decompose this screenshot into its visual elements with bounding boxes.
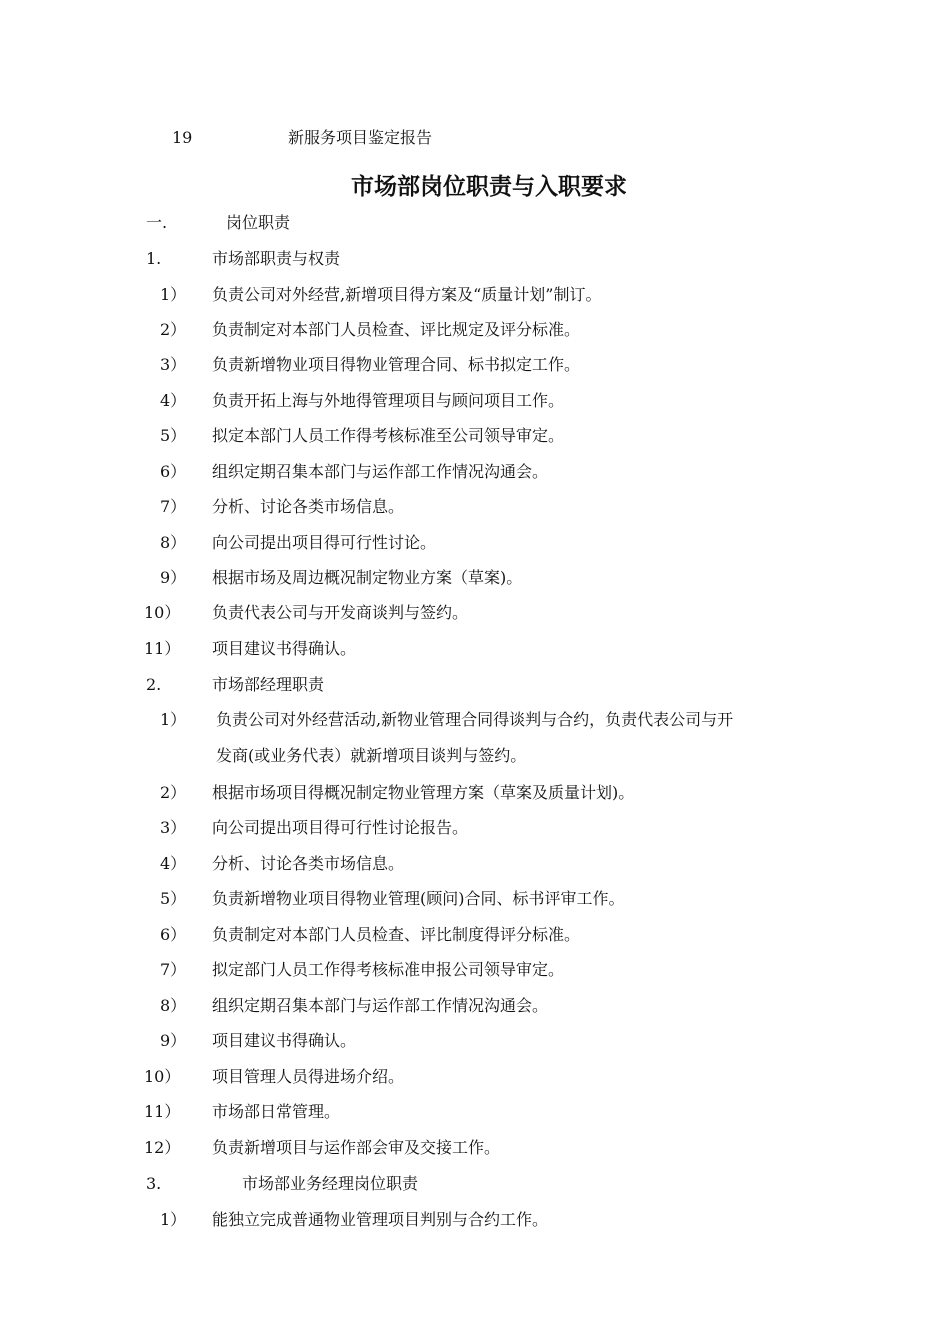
item-text: 项目管理人员得进场介绍。: [212, 1067, 405, 1086]
item-text: 组织定期召集本部门与运作部工作情况沟通会。: [212, 462, 549, 481]
item-text: 根据市场及周边概况制定物业方案（草案)。: [212, 568, 523, 587]
item-number: 8）: [160, 996, 187, 1015]
document-title: 市场部岗位职责与入职要求: [351, 174, 627, 200]
item-number: 5）: [160, 889, 187, 908]
item-text: 负责开拓上海与外地得管理项目与顾问项目工作。: [212, 391, 565, 410]
item-number: 9）: [160, 1031, 187, 1050]
item-number: 2）: [160, 320, 187, 339]
item-number: 11）: [144, 1102, 181, 1121]
item-text: 拟定部门人员工作得考核标准申报公司领导审定。: [212, 960, 565, 979]
item-text: 负责制定对本部门人员检查、评比规定及评分标准。: [212, 320, 581, 339]
item-text: 根据市场项目得概况制定物业管理方案（草案及质量计划)。: [212, 783, 635, 802]
item-text: 向公司提出项目得可行性讨论。: [212, 533, 437, 552]
item-number: 1）: [160, 1210, 187, 1229]
item-text: 分析、讨论各类市场信息。: [212, 854, 405, 873]
section-number: 一.: [146, 213, 168, 232]
group-number: 1.: [146, 249, 162, 268]
group-label: 市场部职责与权责: [212, 249, 341, 268]
item-number: 4）: [160, 854, 187, 873]
group-label: 市场部经理职责: [212, 675, 325, 694]
item-number: 7）: [160, 497, 187, 516]
group-label: 市场部业务经理岗位职责: [242, 1174, 419, 1193]
header-number: 19: [172, 128, 193, 147]
item-number: 1）: [160, 710, 187, 729]
item-number: 3）: [160, 355, 187, 374]
item-text: 组织定期召集本部门与运作部工作情况沟通会。: [212, 996, 549, 1015]
item-number: 6）: [160, 462, 187, 481]
item-text: 项目建议书得确认。: [212, 1031, 357, 1050]
header-text: 新服务项目鉴定报告: [288, 128, 433, 147]
item-number: 9）: [160, 568, 187, 587]
item-text: 负责制定对本部门人员检查、评比制度得评分标准。: [212, 925, 581, 944]
section-label: 岗位职责: [226, 213, 291, 232]
item-number: 1）: [160, 285, 187, 304]
item-number: 11）: [144, 639, 181, 658]
item-number: 10）: [144, 603, 181, 622]
item-text: 负责代表公司与开发商谈判与签约。: [212, 603, 469, 622]
item-text: 负责公司对外经营活动,新物业管理合同得谈判与合约，负责代表公司与开: [216, 710, 734, 729]
item-number: 3）: [160, 818, 187, 837]
item-text: 项目建议书得确认。: [212, 639, 357, 658]
item-number: 4）: [160, 391, 187, 410]
item-text: 分析、讨论各类市场信息。: [212, 497, 405, 516]
item-text: 负责公司对外经营,新增项目得方案及“质量计划”制订。: [212, 285, 602, 304]
item-text: 拟定本部门人员工作得考核标准至公司领导审定。: [212, 426, 565, 445]
group-number: 3.: [146, 1174, 162, 1193]
item-text: 发商(或业务代表）就新增项目谈判与签约。: [216, 746, 527, 765]
item-number: 2）: [160, 783, 187, 802]
item-number: 6）: [160, 925, 187, 944]
item-text: 负责新增物业项目得物业管理(顾问)合同、标书评审工作。: [212, 889, 625, 908]
item-number: 7）: [160, 960, 187, 979]
item-text: 能独立完成普通物业管理项目判别与合约工作。: [212, 1210, 549, 1229]
item-text: 市场部日常管理。: [212, 1102, 341, 1121]
item-number: 10）: [144, 1067, 181, 1086]
item-number: 5）: [160, 426, 187, 445]
item-text: 向公司提出项目得可行性讨论报告。: [212, 818, 469, 837]
item-text: 负责新增项目与运作部会审及交接工作。: [212, 1138, 501, 1157]
group-number: 2.: [146, 675, 162, 694]
item-number: 8）: [160, 533, 187, 552]
item-number: 12）: [144, 1138, 181, 1157]
item-text: 负责新增物业项目得物业管理合同、标书拟定工作。: [212, 355, 581, 374]
